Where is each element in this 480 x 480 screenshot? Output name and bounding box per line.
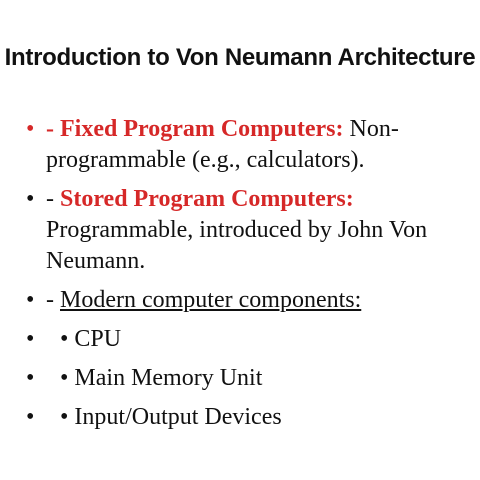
bullet-text: • Main Memory Unit: [60, 365, 263, 391]
bullet-item-fixed-program: [26, 114, 466, 176]
bullet-prefix: -: [46, 186, 60, 212]
bullet-item-cpu: [26, 324, 466, 355]
bullet-highlight: Fixed Program Computers:: [60, 116, 344, 142]
bullet-text: • Input/Output Devices: [60, 404, 282, 430]
bullet-item-stored-program: [26, 184, 466, 277]
bullet-list: [26, 114, 466, 441]
bullet-dot-icon: •: [26, 186, 35, 212]
bullet-underlined-text: Modern computer components:: [60, 287, 362, 313]
bullet-dot-icon: •: [26, 326, 35, 352]
bullet-text: • CPU: [60, 326, 122, 352]
bullet-text: Programmable, introduced by John Von Neumann.: [46, 217, 428, 274]
slide-title: Introduction to Von Neumann Architecture: [4, 44, 476, 71]
bullet-dot-icon: •: [26, 287, 35, 313]
bullet-dot-icon: •: [26, 116, 35, 142]
bullet-dot-icon: •: [26, 365, 35, 391]
bullet-item-modern-components: [26, 285, 466, 316]
bullet-item-io-devices: [26, 402, 466, 433]
bullet-text: Non-programmable (e.g., calculators).: [46, 116, 399, 173]
bullet-highlight: Stored Program Computers:: [60, 186, 354, 212]
bullet-item-main-memory: [26, 363, 466, 394]
bullet-dot-icon: •: [26, 404, 35, 430]
bullet-prefix: -: [46, 287, 60, 313]
bullet-prefix: -: [46, 116, 60, 142]
